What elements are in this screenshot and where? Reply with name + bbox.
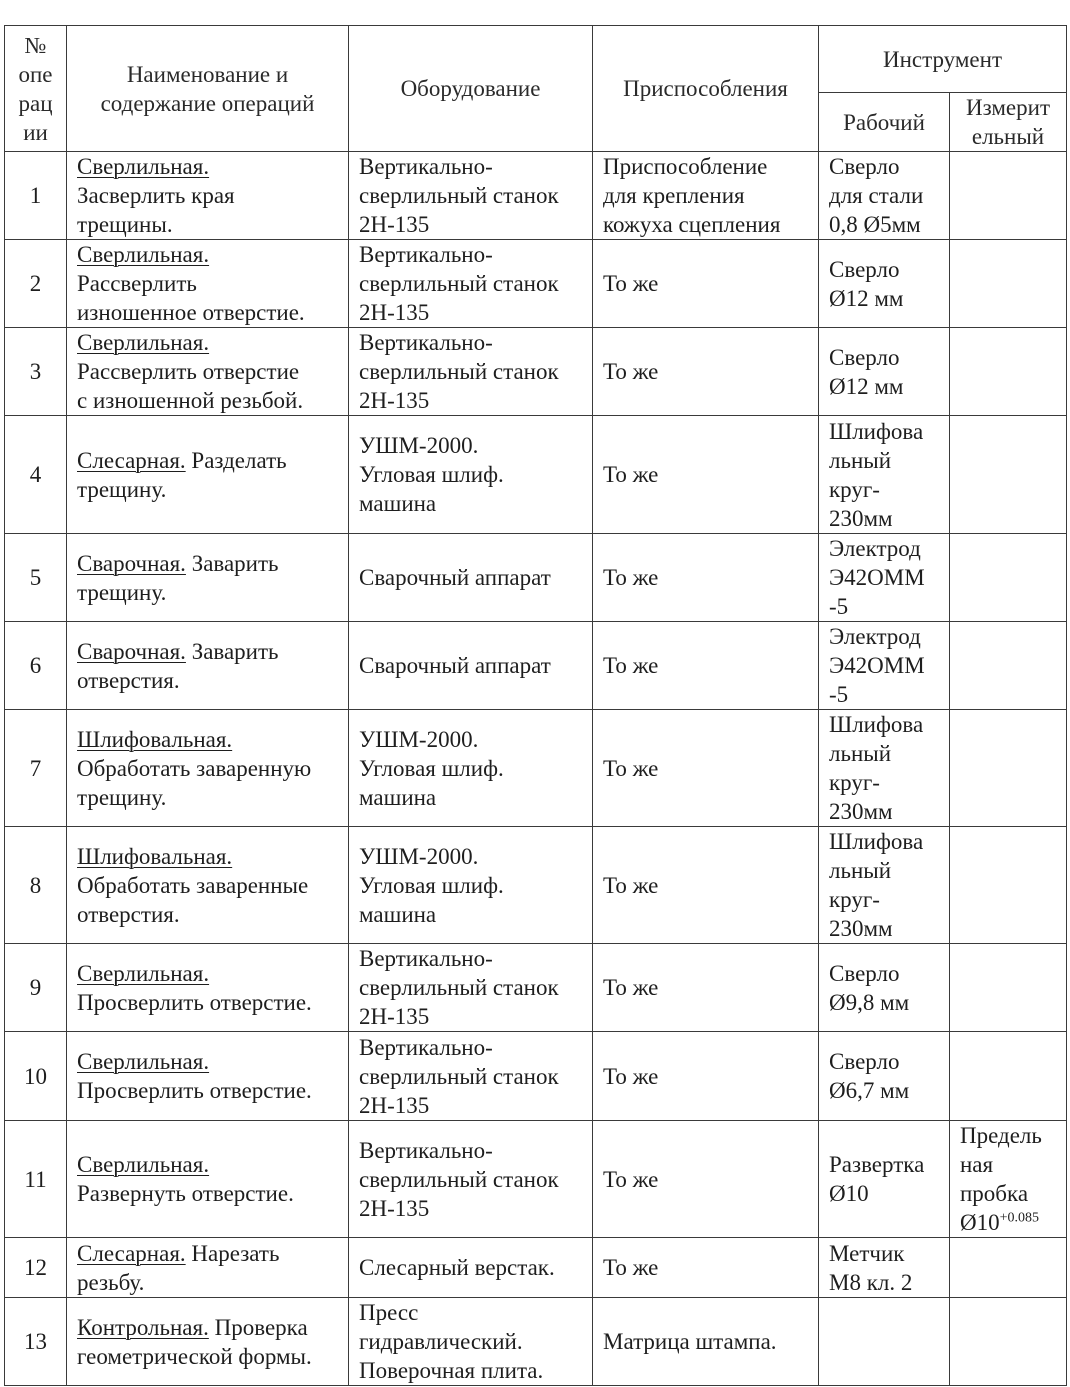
- operation-equipment: Сварочный аппарат: [349, 534, 593, 622]
- operation-desc-inline: Проверка: [208, 1314, 308, 1340]
- table-row: [5, 152, 1067, 240]
- operation-desc-inline: Разделать: [185, 447, 287, 473]
- col-header-equipment: Оборудование: [349, 26, 593, 152]
- table-row: [5, 1121, 1067, 1238]
- operation-number: 11: [5, 1121, 67, 1238]
- operation-name: Шлифовальная. Обработать заваренные отверстия.: [67, 827, 349, 944]
- operation-kind: Шлифовальная.: [77, 843, 233, 869]
- operation-measuring-tool: [950, 416, 1067, 534]
- operation-number: 12: [5, 1238, 67, 1298]
- operation-measuring-tool: [950, 1032, 1067, 1121]
- operation-working-tool: Сверло Ø6,7 мм: [819, 1032, 950, 1121]
- operations-table: [4, 25, 1067, 1386]
- operation-fixture: То же: [593, 1121, 819, 1238]
- operation-fixture: То же: [593, 827, 819, 944]
- operation-equipment: Вертикально- сверлильный станок 2Н-135: [349, 1121, 593, 1238]
- operation-fixture: То же: [593, 1032, 819, 1121]
- operation-measuring-tool: [950, 710, 1067, 827]
- operation-name: Слесарная. Разделать трещину.: [67, 416, 349, 534]
- operation-fixture: Матрица штампа.: [593, 1298, 819, 1386]
- operation-name: Сварочная. Заварить трещину.: [67, 534, 349, 622]
- table-row: [5, 416, 1067, 534]
- operation-working-tool: Метчик М8 кл. 2: [819, 1238, 950, 1298]
- operation-working-tool: Электрод Э42ОММ -5: [819, 534, 950, 622]
- operation-desc-inline: Нарезать: [185, 1240, 280, 1266]
- operation-kind: Слесарная.: [77, 1240, 186, 1266]
- operation-measuring-tool: [950, 328, 1067, 416]
- col-header-name: Наименование и содержание операций: [67, 26, 349, 152]
- operation-kind: Сверлильная.: [77, 1152, 210, 1177]
- operation-fixture: То же: [593, 416, 819, 534]
- operation-number: 9: [5, 944, 67, 1032]
- table-row: [5, 944, 1067, 1032]
- table-row: [5, 1032, 1067, 1121]
- table-row: [5, 622, 1067, 710]
- operation-equipment: Вертикально- сверлильный станок 2Н-135: [349, 328, 593, 416]
- operation-name: Сварочная. Заварить отверстия.: [67, 622, 349, 710]
- operation-equipment: Вертикально- сверлильный станок 2Н-135: [349, 944, 593, 1032]
- operations-body: [5, 152, 1067, 1386]
- table-row: [5, 710, 1067, 827]
- operation-working-tool: Шлифова льный круг- 230мм: [819, 710, 950, 827]
- operation-name: Сверлильная. Просверлить отверстие.: [67, 944, 349, 1032]
- operation-kind: Сверлильная.: [77, 960, 210, 986]
- operation-number: 13: [5, 1298, 67, 1386]
- operation-kind: Слесарная.: [77, 447, 186, 473]
- operation-number: 10: [5, 1032, 67, 1121]
- operation-number: 2: [5, 240, 67, 328]
- col-header-instrument: Инструмент: [819, 26, 1067, 93]
- operation-number: 8: [5, 827, 67, 944]
- table-row: [5, 328, 1067, 416]
- operation-working-tool: Шлифова льный круг- 230мм: [819, 827, 950, 944]
- operation-equipment: Вертикально- сверлильный станок 2Н-135: [349, 152, 593, 240]
- operation-number: 7: [5, 710, 67, 827]
- operation-desc-inline: Заварить: [185, 638, 279, 664]
- operation-equipment: УШМ-2000. Угловая шлиф. машина: [349, 710, 593, 827]
- operation-measuring-tool: [950, 944, 1067, 1032]
- operation-working-tool: Сверло для стали 0,8 Ø5мм: [819, 152, 950, 240]
- operation-number: 6: [5, 622, 67, 710]
- operation-kind: Сварочная.: [77, 550, 186, 576]
- operation-working-tool: [819, 1298, 950, 1386]
- operation-name: Контрольная. Проверка геометрической формы.: [67, 1298, 349, 1386]
- operation-measuring-tool: [950, 827, 1067, 944]
- col-header-fixtures: Приспособления: [593, 26, 819, 152]
- operation-name: Сверлильная. Засверлить края трещины.: [67, 152, 349, 240]
- table-row: [5, 1238, 1067, 1298]
- operation-kind: Шлифовальная.: [77, 726, 233, 752]
- operation-working-tool: Сверло Ø9,8 мм: [819, 944, 950, 1032]
- operation-fixture: То же: [593, 240, 819, 328]
- operation-kind: Контрольная.: [77, 1314, 209, 1340]
- header-row: [5, 26, 1067, 93]
- operation-measuring-tool: [950, 534, 1067, 622]
- operation-working-tool: Развертка Ø10: [819, 1121, 950, 1238]
- operation-measuring-tool: [950, 152, 1067, 240]
- operation-kind: Сварочная.: [77, 638, 186, 664]
- col-header-working: Рабочий: [819, 93, 950, 152]
- operation-equipment: Вертикально- сверлильный станок 2Н-135: [349, 1032, 593, 1121]
- table-row: [5, 827, 1067, 944]
- operation-measuring-tool: Предель ная пробка $Ø10^{+0.085}$: [950, 1121, 1067, 1238]
- operation-kind: Сверлильная.: [77, 154, 210, 179]
- operation-name: Сверлильная. Просверлить отверстие.: [67, 1032, 349, 1121]
- table-row: [5, 240, 1067, 328]
- operation-fixture: Приспособление для крепления кожуха сцепления: [593, 152, 819, 240]
- col-header-number: № опе рац ии: [5, 26, 67, 152]
- operation-fixture: То же: [593, 944, 819, 1032]
- operation-equipment: УШМ-2000. Угловая шлиф. машина: [349, 416, 593, 534]
- operation-measuring-tool: [950, 240, 1067, 328]
- operation-fixture: То же: [593, 710, 819, 827]
- operation-working-tool: Сверло Ø12 мм: [819, 328, 950, 416]
- operation-measuring-tool: [950, 1298, 1067, 1386]
- operation-name: Сверлильная. Рассверлить изношенное отверстие.: [67, 240, 349, 328]
- operation-name: Шлифовальная. Обработать заваренную трещину.: [67, 710, 349, 827]
- operation-number: 5: [5, 534, 67, 622]
- operation-equipment: УШМ-2000. Угловая шлиф. машина: [349, 827, 593, 944]
- operation-fixture: То же: [593, 328, 819, 416]
- operation-working-tool: Электрод Э42ОММ -5: [819, 622, 950, 710]
- operation-fixture: То же: [593, 622, 819, 710]
- table-row: [5, 1298, 1067, 1386]
- operation-equipment: Вертикально- сверлильный станок 2Н-135: [349, 240, 593, 328]
- operation-equipment: Пресс гидравлический. Поверочная плита.: [349, 1298, 593, 1386]
- operation-kind: Сверлильная.: [77, 330, 210, 355]
- operation-kind: Сверлильная.: [77, 1049, 210, 1074]
- operation-number: 1: [5, 152, 67, 240]
- operation-equipment: Сварочный аппарат: [349, 622, 593, 710]
- operation-kind: Сверлильная.: [77, 242, 210, 267]
- col-header-measuring: Измерит ельный: [950, 93, 1067, 152]
- operation-name: Слесарная. Нарезать резьбу.: [67, 1238, 349, 1298]
- operation-fixture: То же: [593, 1238, 819, 1298]
- table-row: [5, 534, 1067, 622]
- operation-name: Сверлильная. Рассверлить отверстие с изношенной резьбой.: [67, 328, 349, 416]
- operation-equipment: Слесарный верстак.: [349, 1238, 593, 1298]
- operation-working-tool: Шлифова льный круг- 230мм: [819, 416, 950, 534]
- operation-desc-inline: Заварить: [185, 550, 279, 576]
- operation-name: Сверлильная. Развернуть отверстие.: [67, 1121, 349, 1238]
- operation-measuring-tool: [950, 1238, 1067, 1298]
- operation-number: 3: [5, 328, 67, 416]
- operation-measuring-tool: [950, 622, 1067, 710]
- operation-working-tool: Сверло Ø12 мм: [819, 240, 950, 328]
- operation-number: 4: [5, 416, 67, 534]
- operation-fixture: То же: [593, 534, 819, 622]
